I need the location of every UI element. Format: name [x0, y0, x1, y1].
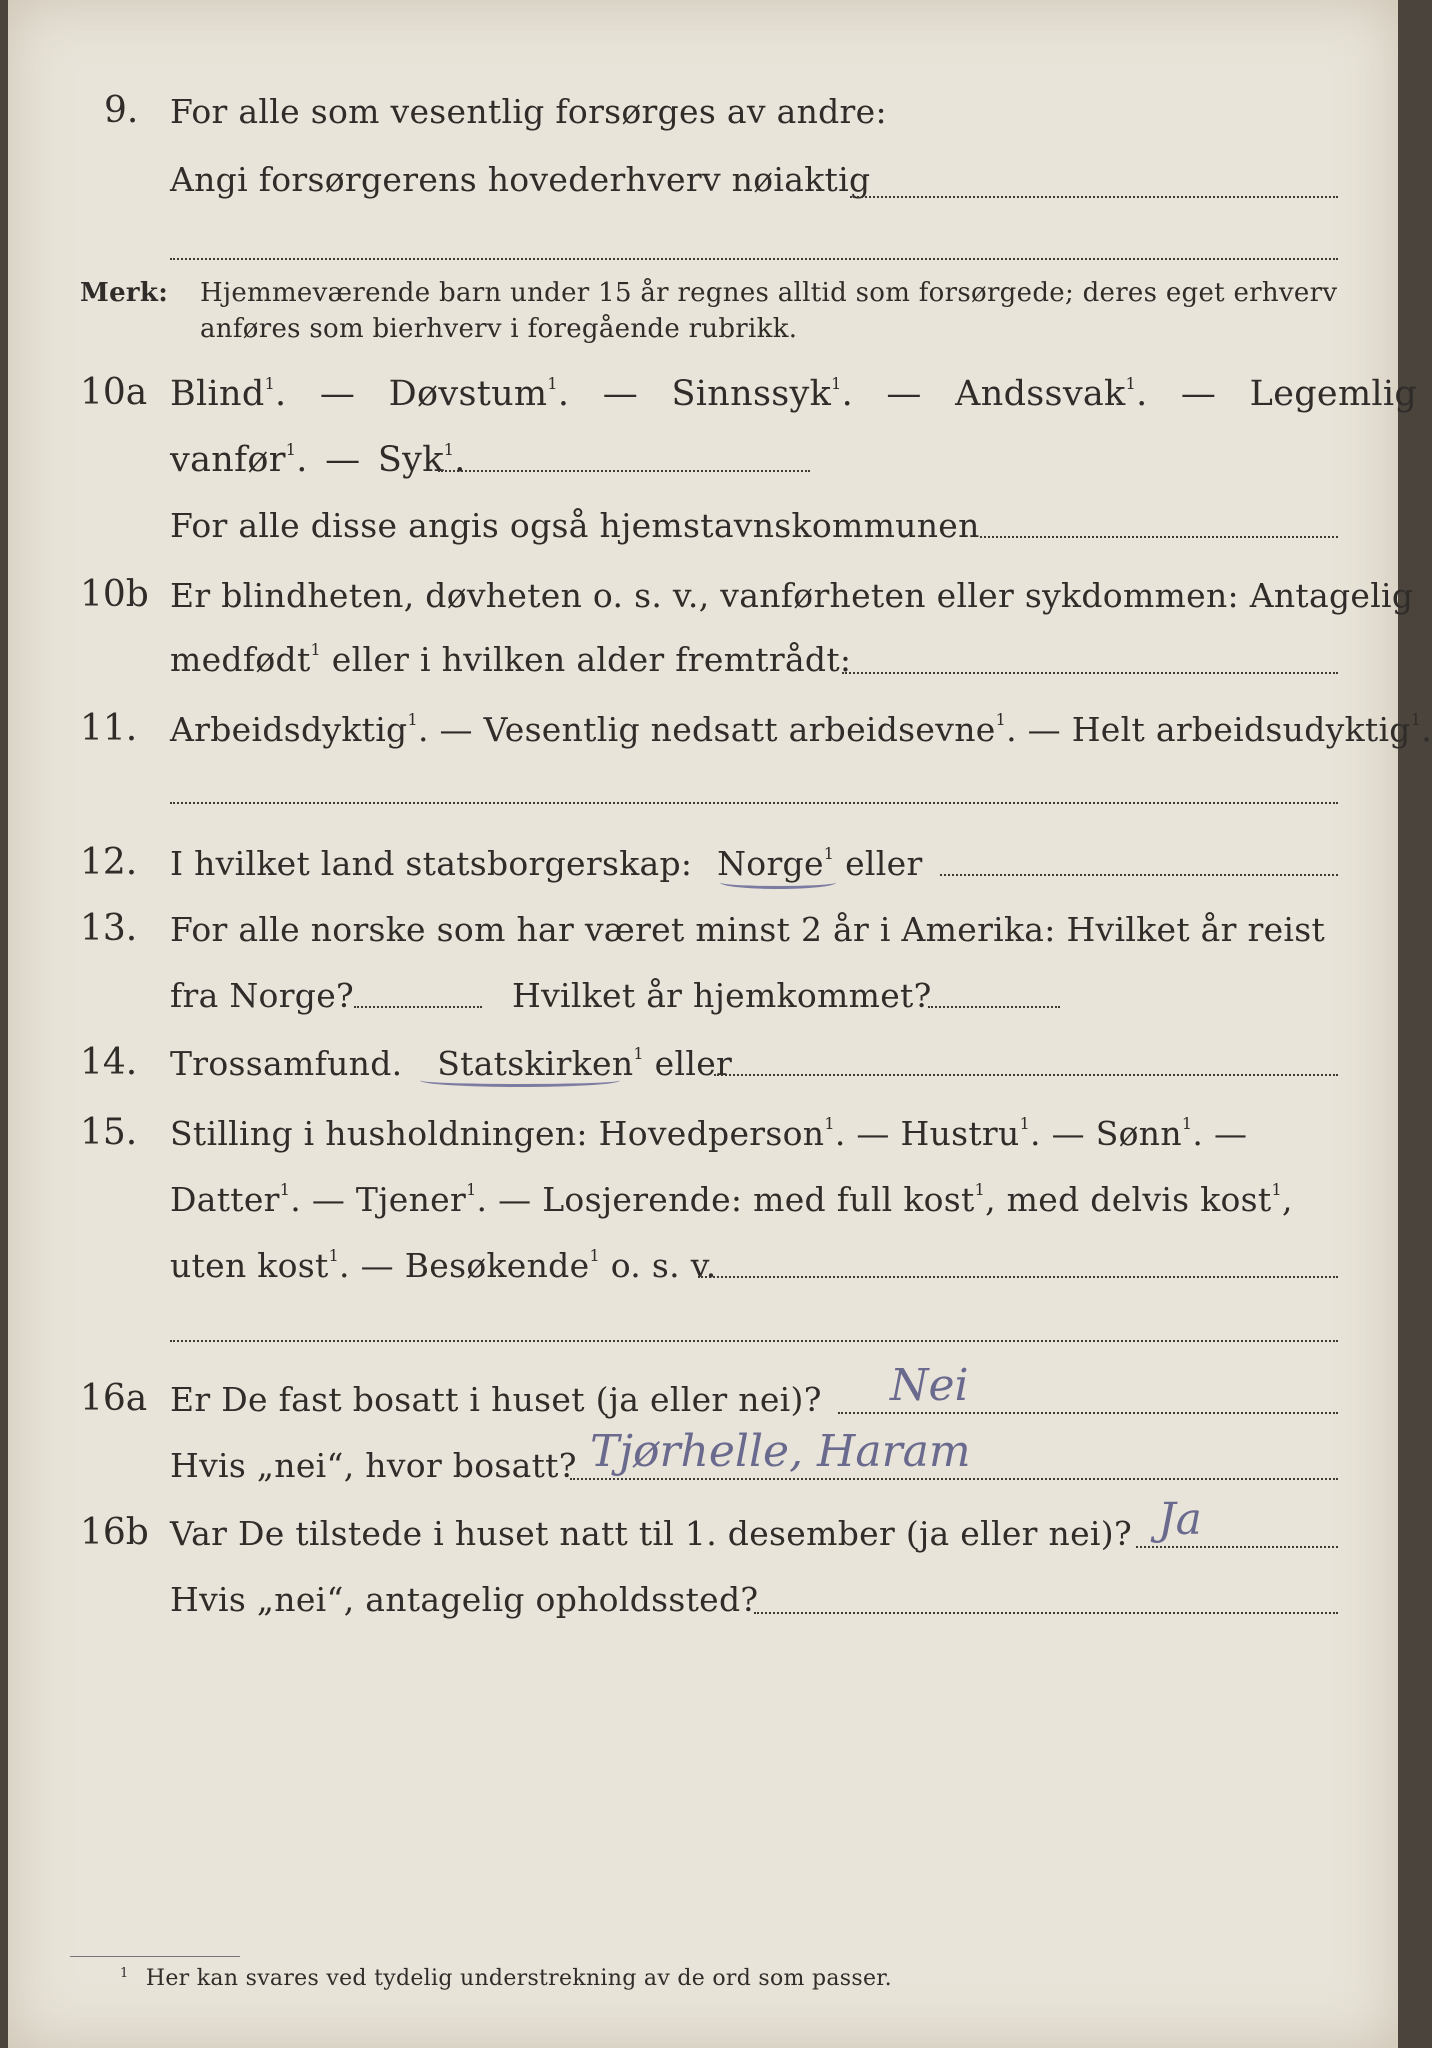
q13-line2a: fra Norge? — [170, 976, 355, 1015]
q9-line1: For alle som vesentlig forsørges av andre: — [170, 92, 887, 131]
q16a-answer-line — [838, 1412, 1338, 1414]
q16b-number: 16b — [80, 1512, 149, 1553]
merk-line1: Hjemmeværende barn under 15 år regnes alltid som forsørgede; deres eget erhverv — [200, 278, 1338, 308]
q16b-line2: Hvis „nei“, antagelig opholdssted? — [170, 1580, 759, 1619]
q9-answer-line — [850, 196, 1338, 198]
q15-answer-line — [698, 1276, 1338, 1278]
q12-line: I hvilket land statsborgerskap: Norge$^1$ eller — [170, 844, 923, 883]
q9-line2: Angi forsørgerens hovederhverv nøiaktig — [170, 160, 871, 199]
option-syk: Syk — [377, 440, 444, 480]
q16a-handwritten-answer: Nei — [890, 1360, 969, 1411]
q15-line3: uten kost$^1$. — Besøkende$^1$ o. s. v. — [170, 1246, 717, 1285]
q10a-answer-line — [438, 470, 810, 472]
norge-underline-mark — [720, 876, 836, 889]
q9-number: 9. — [104, 90, 139, 131]
q13-number: 13. — [80, 908, 138, 949]
q14-line: Trossamfund. Statskirken$^1$ eller — [170, 1044, 733, 1083]
q15-number: 15. — [80, 1112, 138, 1153]
q11-line: Arbeidsdyktig$^1$. — Vesentlig nedsatt arbeidsevne$^1$. — Helt arbeidsudyktig$^1$. — [170, 710, 1432, 749]
option-norge: Norge — [717, 844, 824, 883]
q15-answer-line-2 — [170, 1340, 1338, 1342]
q15-line1: Stilling i husholdningen: Hovedperson$^1$. — Hustru$^1$. — Sønn$^1$. — — [170, 1114, 1248, 1153]
q13-reist-line — [354, 1006, 482, 1008]
q16a-handwritten-bosatt: Tjørhelle, Haram — [590, 1426, 971, 1477]
q13-line2b: Hvilket år hjemkommet? — [512, 976, 932, 1015]
option-blind: Blind — [170, 374, 265, 414]
footnote-rule — [70, 1956, 240, 1957]
q13-hjemkommet-line — [928, 1006, 1060, 1008]
q16b-answer-line — [1136, 1546, 1338, 1548]
merk-line2: anføres som bierhverv i foregående rubrikk. — [200, 314, 798, 344]
merk-label: Merk: — [80, 278, 169, 308]
q10b-line1: Er blindheten, døvheten o. s. v., vanførheten eller sykdommen: Antagelig — [170, 576, 1414, 615]
q15-line2: Datter$^1$. — Tjener$^1$. — Losjerende: med full kost$^1$, med delvis kost$^1$, — [170, 1180, 1293, 1219]
q16b-handwritten-answer: Ja — [1158, 1494, 1202, 1545]
q10a-kommune-line — [980, 536, 1338, 538]
q12-number: 12. — [80, 842, 138, 883]
q16a-line2: Hvis „nei“, hvor bosatt? — [170, 1446, 577, 1485]
q11-number: 11. — [80, 708, 138, 749]
q10b-answer-line — [842, 672, 1338, 674]
q10a-line1: Blind$^1$. — Døvstum$^1$. — Sinnssyk$^1$. — Andssvak$^1$. — Legemlig — [170, 374, 1418, 414]
q12-answer-line — [940, 874, 1338, 876]
q14-number: 14. — [80, 1042, 138, 1083]
q16a-line1: Er De fast bosatt i huset (ja eller nei)? — [170, 1380, 822, 1419]
q16b-opholdssted-line — [754, 1612, 1338, 1614]
option-legemlig: Legemlig — [1249, 374, 1418, 414]
q10b-number: 10b — [80, 574, 149, 615]
option-andssvak: Andssvak — [955, 374, 1126, 414]
q16a-number: 16a — [80, 1378, 148, 1419]
q11-answer-line — [170, 802, 1338, 804]
q10a-number: 10a — [80, 372, 148, 413]
option-statskirken: Statskirken — [437, 1044, 634, 1083]
q13-line1: For alle norske som har været minst 2 år i Amerika: Hvilket år reist — [170, 910, 1326, 949]
census-form-page — [8, 0, 1432, 2048]
option-vanfor: vanfør — [170, 440, 286, 480]
q10a-line2: vanfør$^1$. — Syk$^1$. — [170, 440, 466, 480]
q10b-line2: medfødt$^1$ eller i hvilken alder fremtrådt: — [170, 640, 852, 679]
q9-answer-line-2 — [170, 258, 1338, 260]
footnote: $^1$ Her kan svares ved tydelig understrekning av de ord som passer. — [120, 1966, 892, 1991]
q10a-line3: For alle disse angis også hjemstavnskommunen — [170, 506, 980, 545]
q16a-bosatt-line — [570, 1478, 1338, 1480]
q16b-line1: Var De tilstede i huset natt til 1. desember (ja eller nei)? — [170, 1514, 1132, 1553]
statskirken-underline-mark — [420, 1074, 620, 1087]
option-sinnssyk: Sinnssyk — [671, 374, 832, 414]
option-dovstum: Døvstum — [388, 374, 548, 414]
q14-answer-line — [714, 1074, 1338, 1076]
